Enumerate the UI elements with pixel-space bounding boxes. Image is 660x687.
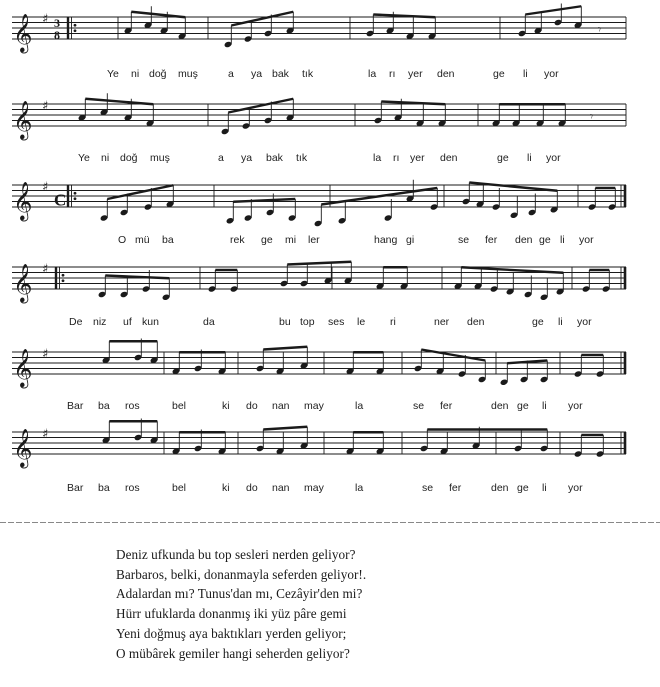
lyric-syllable: mi bbox=[285, 234, 297, 246]
note-beam bbox=[231, 12, 293, 26]
lyric-syllable: la bbox=[355, 482, 364, 494]
repeat-dot bbox=[74, 192, 77, 195]
repeat-dot bbox=[74, 24, 77, 27]
rest-icon: 𝄾 bbox=[598, 22, 602, 37]
staff-system-3 bbox=[12, 180, 626, 246]
lyric-syllable: hang bbox=[374, 234, 398, 246]
lyric-syllable: yor bbox=[568, 482, 583, 494]
lyric-syllable: li bbox=[560, 234, 565, 246]
lyric-syllable: Ye bbox=[78, 152, 90, 164]
lyric-syllable: yer bbox=[410, 152, 425, 164]
lyric-syllable: ge bbox=[517, 482, 529, 494]
lyric-syllable: muş bbox=[150, 152, 170, 164]
rest-icon: 𝄾 bbox=[590, 109, 594, 124]
staff-system-5 bbox=[12, 339, 626, 413]
lyric-syllable: den bbox=[437, 68, 455, 80]
treble-clef-icon: 𝄞 bbox=[13, 263, 33, 302]
lyric-syllable: tık bbox=[296, 152, 308, 164]
lyric-syllable: yer bbox=[408, 68, 423, 80]
lyric-syllable: yor bbox=[579, 234, 594, 246]
note-beam bbox=[525, 6, 581, 14]
lyric-syllable: Ye bbox=[107, 68, 119, 80]
lyric-syllable: O bbox=[118, 234, 127, 246]
note-beam bbox=[287, 262, 351, 265]
repeat-dot bbox=[74, 29, 77, 32]
repeat-dot bbox=[62, 279, 65, 282]
lyric-syllable: doğ bbox=[120, 152, 138, 164]
note-beam bbox=[421, 350, 485, 361]
lyric-syllable: top bbox=[300, 316, 315, 328]
lyric-syllable: bel bbox=[172, 482, 187, 494]
lyric-syllable: ba bbox=[98, 400, 110, 412]
lyric-syllable: la bbox=[355, 400, 364, 412]
lyric-syllable: la bbox=[368, 68, 377, 80]
lyric-syllable: li bbox=[542, 482, 547, 494]
lyric-syllable: ba bbox=[162, 234, 174, 246]
lyric-syllable: ya bbox=[241, 152, 253, 164]
note-beam bbox=[228, 99, 293, 113]
lyric-syllable: ner bbox=[434, 316, 450, 328]
lyric-syllable: rı bbox=[393, 152, 400, 164]
key-signature-sharp-icon: ♯ bbox=[42, 347, 49, 362]
lyric-syllable: muş bbox=[178, 68, 198, 80]
treble-clef-icon: 𝄞 bbox=[13, 100, 33, 139]
lyric-syllable: mü bbox=[135, 234, 150, 246]
note-beam bbox=[85, 99, 153, 105]
lyric-syllable: rı bbox=[389, 68, 396, 80]
poem-line-4: Hürr ufuklarda donanmış iki yüz pâre gemi bbox=[116, 606, 347, 622]
repeat-dot bbox=[74, 197, 77, 200]
lyric-syllable: fer bbox=[440, 400, 453, 412]
staff-system-2 bbox=[12, 93, 626, 164]
poem-line-2: Barbaros, belki, donanmayla seferden geliyor!. bbox=[116, 566, 367, 582]
lyric-syllable: rek bbox=[230, 234, 245, 246]
lyric-syllable: bel bbox=[172, 400, 187, 412]
staff-system-6 bbox=[12, 419, 626, 495]
poem-line-6: O mübârek gemiler hangi seherden geliyor? bbox=[116, 645, 350, 661]
time-signature-common: C bbox=[54, 190, 67, 210]
lyric-syllable: den bbox=[467, 316, 485, 328]
key-signature-sharp-icon: ♯ bbox=[42, 180, 49, 195]
lyric-syllable: may bbox=[304, 400, 324, 412]
staff-system-1 bbox=[12, 4, 626, 81]
key-signature-sharp-icon: ♯ bbox=[42, 262, 49, 277]
lyric-syllable: den bbox=[491, 400, 509, 412]
lyric-syllable: ge bbox=[497, 152, 509, 164]
lyric-syllable: may bbox=[304, 482, 324, 494]
lyric-syllable: li bbox=[523, 68, 528, 80]
staff-system-4 bbox=[12, 262, 626, 328]
lyric-syllable: ler bbox=[308, 234, 320, 246]
lyric-syllable: ki bbox=[222, 482, 230, 494]
lyric-syllable: gi bbox=[406, 234, 415, 246]
lyric-syllable: bu bbox=[279, 316, 291, 328]
lyric-syllable: tık bbox=[302, 68, 314, 80]
lyric-syllable: yor bbox=[544, 68, 559, 80]
lyric-syllable: se bbox=[458, 234, 470, 246]
repeat-dot bbox=[62, 274, 65, 277]
treble-clef-icon: 𝄞 bbox=[13, 181, 33, 220]
lyric-syllable: li bbox=[542, 400, 547, 412]
lyric-syllable: da bbox=[203, 316, 215, 328]
poem-line-5: Yeni doğmuş aya baktıkları yerden geliyor; bbox=[116, 625, 347, 641]
lyric-syllable: niz bbox=[93, 316, 107, 328]
note-beam bbox=[263, 347, 307, 350]
lyric-syllable: ba bbox=[98, 482, 110, 494]
lyric-syllable: a bbox=[228, 68, 234, 80]
lyric-syllable: den bbox=[515, 234, 533, 246]
lyric-syllable: ya bbox=[251, 68, 263, 80]
lyric-syllable: ge bbox=[517, 400, 529, 412]
lyric-syllable: do bbox=[246, 482, 258, 494]
lyric-syllable: bak bbox=[272, 68, 289, 80]
lyric-syllable: ge bbox=[493, 68, 505, 80]
lyric-syllable: yor bbox=[568, 400, 583, 412]
lyric-syllable: den bbox=[440, 152, 458, 164]
lyric-syllable: Bar bbox=[67, 482, 84, 494]
note-beam bbox=[107, 185, 173, 199]
lyric-syllable: ses bbox=[328, 316, 345, 328]
key-signature-sharp-icon: ♯ bbox=[42, 427, 49, 442]
time-signature-bottom: 8 bbox=[54, 28, 60, 42]
lyric-syllable: fer bbox=[485, 234, 498, 246]
lyric-syllable: Bar bbox=[67, 400, 84, 412]
lyric-syllable: li bbox=[558, 316, 563, 328]
note-beam bbox=[263, 427, 307, 430]
lyric-syllable: ge bbox=[532, 316, 544, 328]
lyric-syllable: fer bbox=[449, 482, 462, 494]
lyric-syllable: nan bbox=[272, 482, 290, 494]
lyric-syllable: ki bbox=[222, 400, 230, 412]
note-beam bbox=[469, 183, 557, 191]
lyric-syllable: nan bbox=[272, 400, 290, 412]
lyric-syllable: li bbox=[527, 152, 532, 164]
lyric-syllable: la bbox=[373, 152, 382, 164]
lyric-syllable: do bbox=[246, 400, 258, 412]
lyric-syllable: doğ bbox=[149, 68, 167, 80]
note-beam bbox=[461, 267, 563, 273]
lyric-syllable: kun bbox=[142, 316, 159, 328]
lyric-syllable: ni bbox=[131, 68, 140, 80]
page-divider bbox=[0, 522, 660, 523]
lyric-syllable: uf bbox=[123, 316, 132, 328]
key-signature-sharp-icon: ♯ bbox=[42, 99, 49, 114]
lyric-syllable: yor bbox=[546, 152, 561, 164]
lyric-syllable: yor bbox=[577, 316, 592, 328]
lyric-syllable: ni bbox=[101, 152, 110, 164]
treble-clef-icon: 𝄞 bbox=[13, 428, 33, 467]
lyric-syllable: se bbox=[413, 400, 425, 412]
poem-stanza bbox=[116, 545, 366, 663]
lyric-syllable: bak bbox=[266, 152, 283, 164]
lyric-syllable: ge bbox=[261, 234, 273, 246]
time-signature-top: 3 bbox=[54, 16, 60, 30]
lyric-syllable: De bbox=[69, 316, 83, 328]
treble-clef-icon: 𝄞 bbox=[13, 13, 33, 52]
lyric-syllable: le bbox=[357, 316, 366, 328]
note-beam bbox=[131, 12, 185, 18]
lyric-syllable: ros bbox=[125, 400, 140, 412]
treble-clef-icon: 𝄞 bbox=[13, 348, 33, 387]
lyric-syllable: ge bbox=[539, 234, 551, 246]
lyric-syllable: a bbox=[218, 152, 224, 164]
lyric-syllable: se bbox=[422, 482, 434, 494]
lyric-syllable: den bbox=[491, 482, 509, 494]
lyric-syllable: ri bbox=[390, 316, 396, 328]
lyric-syllable: ros bbox=[125, 482, 140, 494]
poem-line-3: Adalardan mı? Tunus'dan mı, Cezâyir'den mi? bbox=[116, 586, 363, 602]
poem-line-1: Deniz ufkunda bu top sesleri nerden geliyor? bbox=[116, 547, 356, 562]
key-signature-sharp-icon: ♯ bbox=[42, 12, 49, 27]
